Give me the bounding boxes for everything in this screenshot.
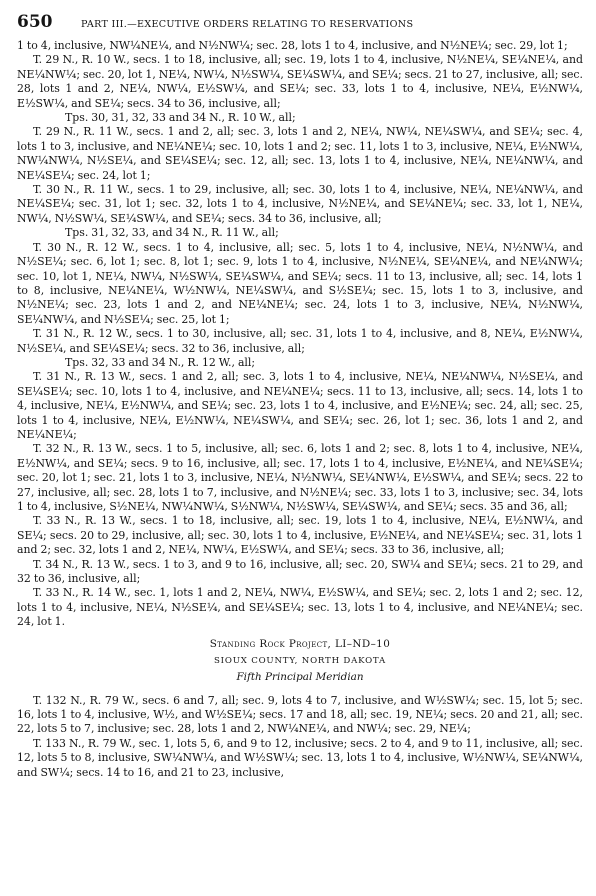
page-number: 650 [17,12,53,32]
project-title: Standing Rock Project, LI–ND–10 [209,637,391,650]
paragraph: Tps. 30, 31, 32, 33 and 34 N., R. 10 W., all; [65,111,296,125]
paragraph: T. 133 N., R. 79 W., sec. 1, lots 5, 6, and 9 to 12, inclusive; secs. 2 to 4, and 9 to 11, inclusive, all; sec. 12, lots 5 to 8, inclusive, SW¼NW¼, and W½SW¼; sec. 13, lots 1 to 4, inclusive, W½NW¼, SE¼NW¼, and SW¼; secs. 14 to 16, and 21 to 23, inclusive, [17,736,583,779]
paragraph: T. 32 N., R. 13 W., secs. 1 to 5, inclusive, all; sec. 6, lots 1 and 2; sec. 8, lots 1 to 4, inclusive, NE¼, E½NW¼, and SE¼; secs. 9 to 16, inclusive, all; sec. 17, lots 1 to 4, inclusive, E½NE¼, and NE¼SE¼; sec. 20, lot 1; sec. 21, lots 1 to 3, inclusive, NE¼, N½NW¼, SE¼NW¼, E½SW¼, and SE¼; secs. 22 to 27, inclusive, all; sec. 28, lots 1 to 7, inclusive, and N½NE¼; sec. 33, lots 1 to 3, inclusive; sec. 34, lots 1 to 4, inclusive, S½NE¼, NW¼NW¼, S½NW¼, N½SW¼, SE¼SW¼, and SE¼; secs. 35 and 36, all; [17,442,583,513]
paragraph: T. 31 N., R. 13 W., secs. 1 and 2, all; sec. 3, lots 1 to 4, inclusive, NE¼, NE¼NW¼, N½SE¼, and SE¼SE¼; sec. 10, lots 1 to 4, inclusive, and NE¼NE¼; secs. 11 to 13, inclusive, all; secs. 14, lots 1 to 4, inclusive, NE¼, E½NW¼, and SE¼; sec. 23, lots 1 to 4, inclusive, and E½NE¼; sec. 24, all; sec. 25, lots 1 to 4, inclusive, NE¼, E½NW¼, NE¼SW¼, and SE¼; sec. 26, lot 1; sec. 36, lots 1 and 2, and NE¼NE¼; [17,370,583,441]
paragraph: T. 33 N., R. 14 W., sec. 1, lots 1 and 2, NE¼, NW¼, E½SW¼, and SE¼; sec. 2, lots 1 and 2; sec. 12, lots 1 to 4, inclusive, NE¼, N½SE¼, and SE¼SE¼; sec. 13, lots 1 to 4, inclusive, and NE¼NE¼; sec. 24, lot 1. [17,586,583,629]
paragraph: T. 29 N., R. 11 W., secs. 1 and 2, all; sec. 3, lots 1 and 2, NE¼, NW¼, NE¼SW¼, and SE¼; sec. 4, lots 1 to 3, inclusive, and NE¼NE¼; sec. 10, lots 1 and 2; sec. 11, lots 1 to 3, inclusive, NE¼, E½NW¼, NW¼NW¼, N½SE¼, and SE¼SE¼; sec. 12, all; sec. 13, lots 1 to 4, inclusive, NE¼, NE¼NW¼, and NE¼SE¼; sec. 24, lot 1; [17,125,583,182]
section-heading [17,637,583,684]
paragraph: Tps. 32, 33 and 34 N., R. 12 W., all; [65,355,256,369]
land-description-block-2 [17,694,583,780]
county-title: SIOUX COUNTY, NORTH DAKOTA [213,655,386,666]
paragraph: Tps. 31, 32, 33, and 34 N., R. 11 W., all; [65,226,279,240]
meridian-title: Fifth Principal Meridian [236,670,364,683]
paragraph: 1 to 4, inclusive, NW¼NE¼, and N½NW¼; sec. 28, lots 1 to 4, inclusive, and N½NE¼; sec. 29, lot 1; [17,39,568,52]
paragraph: T. 30 N., R. 11 W., secs. 1 to 29, inclusive, all; sec. 30, lots 1 to 4, inclusive, NE¼, NE¼NW¼, and NE¼SE¼; sec. 31, lot 1; sec. 32, lots 1 to 4, inclusive, N½NE¼, and SE¼NE¼; sec. 33, lot 1, NE¼, NW¼, N½SW¼, SE¼SW¼, and SE¼; secs. 34 to 36, inclusive, all; [17,183,583,225]
paragraph: T. 34 N., R. 13 W., secs. 1 to 3, and 9 to 16, inclusive, all; sec. 20, SW¼ and SE¼; secs. 21 to 29, and 32 to 36, inclusive, all; [17,557,583,586]
page-header [17,12,583,36]
paragraph: T. 30 N., R. 12 W., secs. 1 to 4, inclusive, all; sec. 5, lots 1 to 4, inclusive, NE¼, N½NW¼, and N½SE¼; sec. 6, lot 1; sec. 8, lot 1; sec. 9, lots 1 to 4, inclusive, N½NE¼, SE¼NE¼, and NE¼NW¼; sec. 10, lot 1, NE¼, NW¼, N½SW¼, SE¼SW¼, and SE¼; secs. 11 to 13, inclusive, all; sec. 14, lots 1 to 8, inclusive, NE¼NE¼, W½NW¼, NE¼SW¼, and S½SE¼; sec. 15, lots 1 to 3, inclusive, and N½NE¼; sec. 23, lots 1 and 2, and NE¼NE¼; sec. 24, lots 1 to 3, inclusive, NE¼, N½NW¼, SE¼NW¼, and N½SE¼; sec. 25, lot 1; [17,240,583,326]
running-title: PART III.—EXECUTIVE ORDERS RELATING TO RESERVATIONS [81,19,414,30]
land-description-block-1 [17,39,583,630]
paragraph: T. 132 N., R. 79 W., secs. 6 and 7, all; sec. 9, lots 4 to 7, inclusive, and W½SW¼; sec. 15, lot 5; sec. 16, lots 1 to 4, inclusive, W½, and W½SE¼; secs. 17 and 18, all; sec. 19, NE¼; secs. 20 and 21, all; sec. 22, lots 5 to 7, inclusive; sec. 28, lots 1 and 2, NW¼NE¼, and NW¼; sec. 29, NE¼; [17,693,583,736]
paragraph: T. 29 N., R. 10 W., secs. 1 to 18, inclusive, all; sec. 19, lots 1 to 4, inclusive, N½NE¼, SE¼NE¼, and NE¼NW¼; sec. 20, lot 1, NE¼, NW¼, N½SW¼, SE¼SW¼, and SE¼; secs. 21 to 27, inclusive, all; sec. 28, lots 1 and 2, NE¼, NW¼, E½SW¼, and SE¼; sec. 33, lots 1 to 4, inclusive, NE¼, E½NW¼, E½SW¼, and SE¼; secs. 34 to 36, inclusive, all; [17,53,583,110]
paragraph: T. 31 N., R. 12 W., secs. 1 to 30, inclusive, all; sec. 31, lots 1 to 4, inclusive, and 8, NE¼, E½NW¼, N½SE¼, and SE¼SE¼; secs. 32 to 36, inclusive, all; [17,327,583,355]
paragraph: T. 33 N., R. 13 W., secs. 1 to 18, inclusive, all; sec. 19, lots 1 to 4, inclusive, NE¼, E½NW¼, and SE¼; secs. 20 to 29, inclusive, all; sec. 30, lots 1 to 4, inclusive, E½NE¼, and NE¼SE¼; sec. 31, lots 1 and 2; sec. 32, lots 1 and 2, NE¼, NW¼, E½SW¼, and SE¼; secs. 33 to 36, inclusive, all; [17,514,583,557]
